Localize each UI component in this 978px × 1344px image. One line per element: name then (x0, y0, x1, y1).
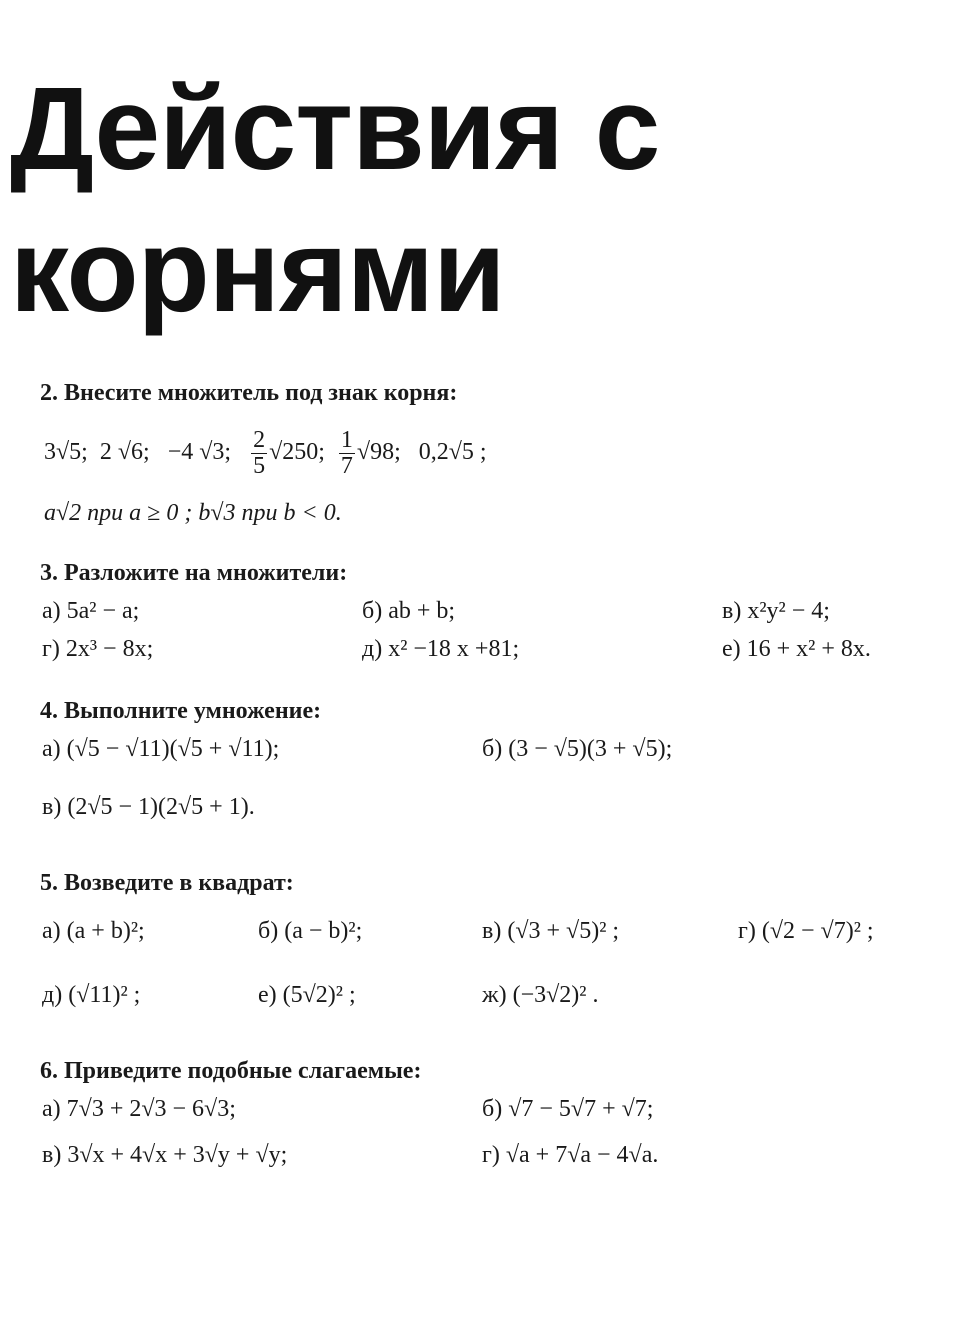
task-2-fraction-2 (339, 428, 355, 479)
task-3-item-c: в) x²y² − 4; (722, 598, 830, 624)
page-title-line-2: корнями (10, 205, 505, 337)
task-5-item-e: д) (√11)² ; (42, 982, 141, 1008)
task-5-item-b: б) (a − b)²; (258, 918, 363, 944)
task-6-item-a: а) 7√3 + 2√3 − 6√3; (42, 1096, 236, 1122)
task-2-expr-d: √250; (269, 439, 325, 466)
task-3-item-e: д) x² −18 x +81; (362, 636, 520, 662)
task-6-item-c: в) 3√x + 4√x + 3√y + √y; (42, 1142, 288, 1168)
fraction-numerator: 2 (253, 427, 266, 453)
task-6-item-d: г) √a + 7√a − 4√a. (482, 1142, 659, 1168)
task-3-item-d: г) 2x³ − 8x; (42, 636, 154, 662)
task-5-item-d: г) (√2 − √7)² ; (738, 918, 874, 944)
task-3-item-b: б) ab + b; (362, 598, 456, 624)
task-5-item-f: е) (5√2)² ; (258, 982, 356, 1008)
fraction-numerator: 1 (340, 427, 353, 453)
task-2-expr-c: −4 √3; (167, 439, 232, 466)
task-4-item-a: а) (√5 − √11)(√5 + √11); (42, 736, 280, 762)
task-5-item-a: а) (a + b)²; (42, 918, 145, 944)
task-2-heading: 2. Внесите множитель под знак корня: (40, 380, 458, 406)
task-2-expr-e: √98; (356, 439, 401, 466)
task-2-expr-b: 2 √6; (99, 439, 150, 466)
task-3-item-f: е) 16 + x² + 8x. (722, 636, 871, 662)
task-5-item-c: в) (√3 + √5)² ; (482, 918, 620, 944)
task-5-item-g: ж) (−3√2)² . (482, 982, 599, 1008)
task-4-item-c: в) (2√5 − 1)(2√5 + 1). (42, 794, 255, 820)
task-2-fraction-1 (251, 428, 267, 479)
fraction-denominator: 5 (253, 453, 266, 480)
task-4-heading: 4. Выполните умножение: (40, 698, 322, 724)
task-2-expr-f: 0,2√5 ; (418, 439, 487, 466)
task-2-row-2: a√2 при a ≥ 0 ; b√3 при b < 0. (44, 500, 342, 526)
task-3-heading: 3. Разложите на множители: (40, 560, 348, 586)
task-4-item-b: б) (3 − √5)(3 + √5); (482, 736, 673, 762)
task-2-expr-a: 3√5; (44, 439, 88, 466)
fraction-denominator: 7 (340, 453, 353, 480)
task-6-heading: 6. Приведите подобные слагаемые: (40, 1058, 422, 1084)
task-6-item-b: б) √7 − 5√7 + √7; (482, 1096, 654, 1122)
task-3-item-a: а) 5a² − a; (42, 598, 140, 624)
page-title-line-1: Действия с (10, 63, 660, 195)
task-2-row-1 (44, 428, 487, 479)
task-5-heading: 5. Возведите в квадрат: (40, 870, 294, 896)
